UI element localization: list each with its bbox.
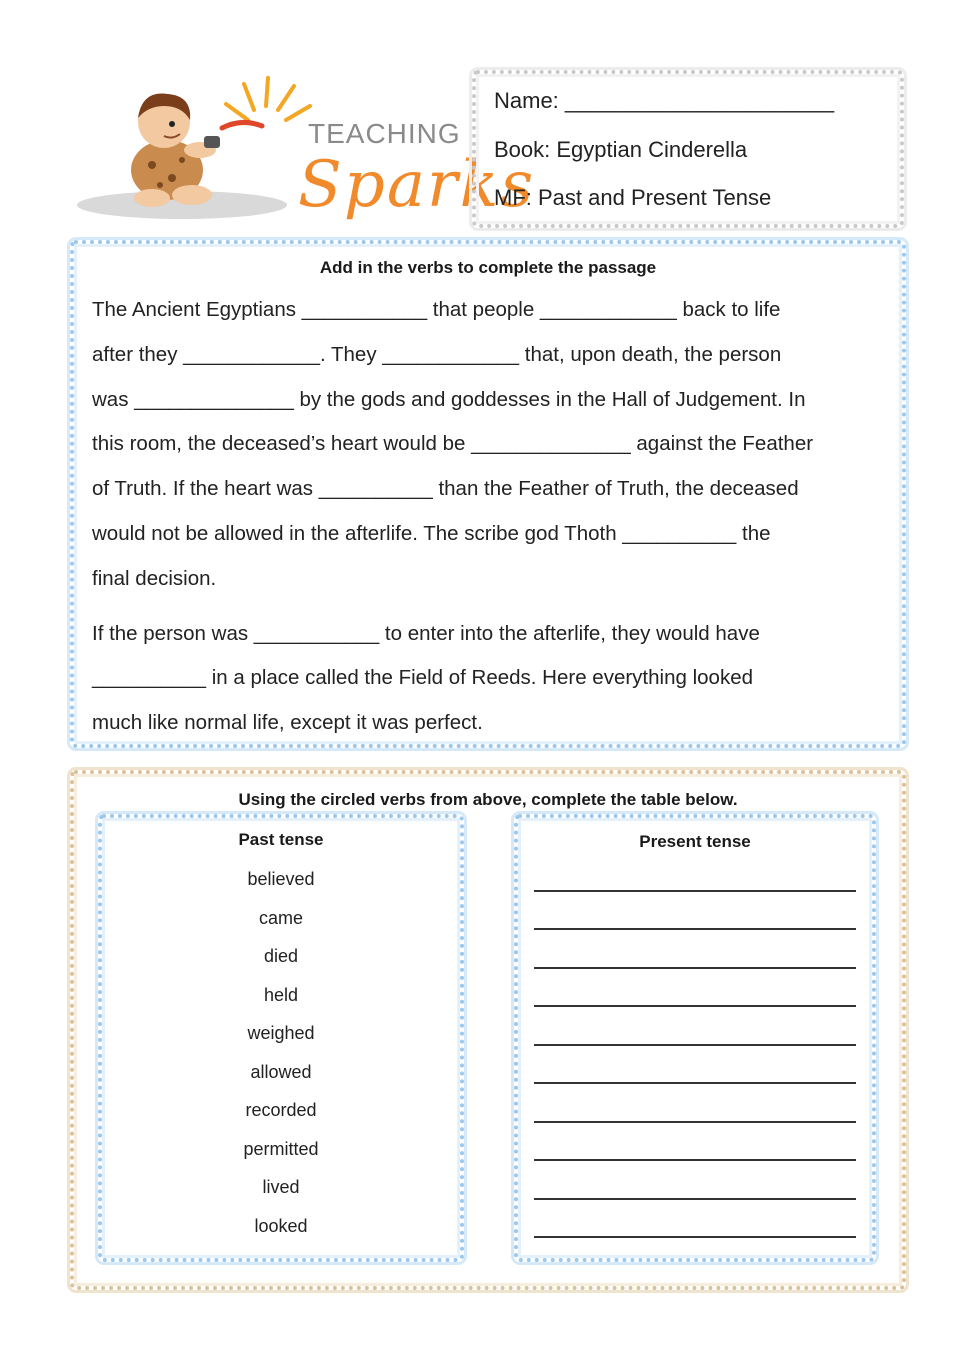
table-instructions: Using the circled verbs from above, complete the table below.	[238, 790, 738, 809]
present-answer-line[interactable]	[534, 1198, 856, 1200]
passage-line: final decision.	[92, 567, 217, 590]
present-answer-line[interactable]	[534, 1121, 856, 1123]
past-verb: recorded	[245, 1100, 317, 1120]
name-field-label[interactable]: Name: ______________________	[494, 88, 835, 113]
past-verb: allowed	[250, 1062, 312, 1082]
present-answer-line[interactable]	[534, 1082, 856, 1084]
passage-line[interactable]: __________ in a place called the Field of Reeds. Here everything looked	[92, 666, 753, 689]
past-verb: held	[263, 985, 299, 1005]
passage-line[interactable]: If the person was ___________ to enter into the afterlife, they would have	[92, 622, 760, 645]
past-tense-column	[98, 814, 464, 1262]
logo-sparks-text: Sparks	[298, 148, 536, 222]
passage-line[interactable]: this room, the deceased’s heart would be ______________ against the Feather	[92, 432, 814, 455]
passage-box	[70, 240, 906, 748]
present-answer-line[interactable]	[534, 1236, 856, 1238]
present-answer-line[interactable]	[534, 1005, 856, 1007]
past-verb: believed	[247, 869, 315, 889]
past-verb: looked	[254, 1216, 308, 1236]
passage-line[interactable]: would not be allowed in the afterlife. The scribe god Thoth __________ the	[92, 522, 771, 545]
present-tense-column	[514, 814, 876, 1262]
passage-instructions: Add in the verbs to complete the passage	[319, 258, 657, 277]
caveman-mascot-icon	[72, 70, 312, 230]
present-tense-header: Present tense	[639, 832, 751, 851]
past-verb: weighed	[247, 1023, 315, 1043]
past-verb: lived	[262, 1177, 300, 1197]
past-tense-header: Past tense	[238, 830, 324, 849]
passage-line[interactable]: after they ____________. They ____________ that, upon death, the person	[92, 343, 782, 366]
passage-line: much like normal life, except it was perfect.	[92, 711, 483, 734]
passage-line[interactable]: was ______________ by the gods and goddesses in the Hall of Judgement. In	[92, 388, 806, 411]
student-info-box	[472, 70, 904, 228]
past-verb: permitted	[243, 1139, 319, 1159]
passage-line[interactable]: The Ancient Egyptians ___________ that people ____________ back to life	[92, 298, 781, 321]
mf-topic: MF: Past and Present Tense	[494, 185, 772, 210]
logo-teaching-text: TEACHING	[308, 118, 461, 149]
past-verb: came	[258, 908, 303, 928]
present-answer-line[interactable]	[534, 1159, 856, 1161]
present-answer-line[interactable]	[534, 890, 856, 892]
present-answer-line[interactable]	[534, 928, 856, 930]
present-answer-line[interactable]	[534, 967, 856, 969]
passage-line[interactable]: of Truth. If the heart was __________ than the Feather of Truth, the deceased	[92, 477, 799, 500]
teaching-sparks-logo	[72, 70, 536, 230]
present-answer-line[interactable]	[534, 1044, 856, 1046]
book-title: Book: Egyptian Cinderella	[494, 137, 748, 162]
past-verb: died	[263, 946, 299, 966]
